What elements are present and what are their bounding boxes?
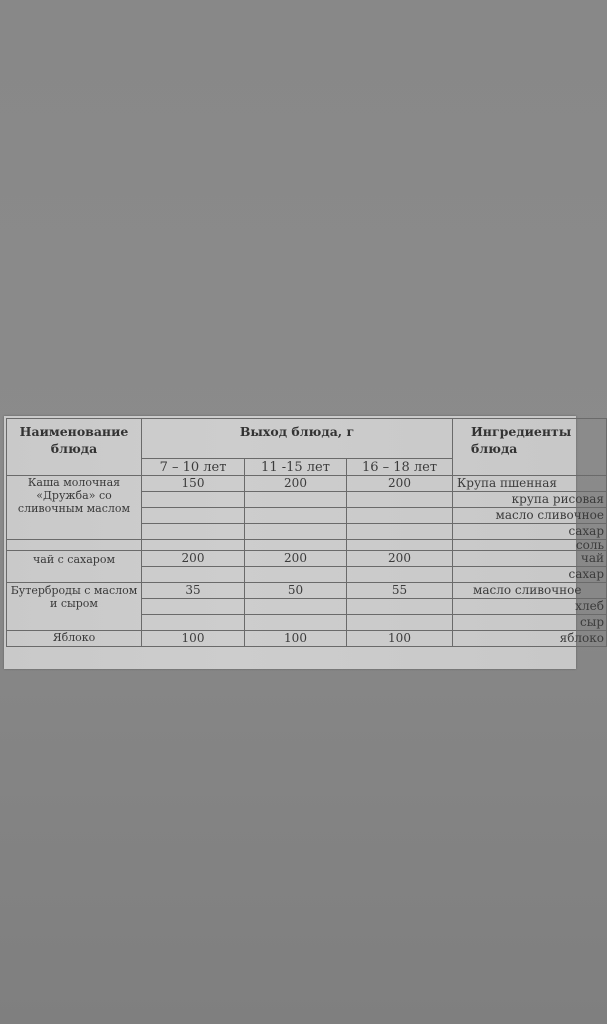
ingredient-cell: масло сливочное bbox=[453, 583, 607, 599]
ingredient-cell: хлеб bbox=[453, 599, 607, 615]
value-cell: 50 bbox=[245, 583, 347, 599]
header-row bbox=[7, 419, 607, 459]
table-row bbox=[7, 540, 607, 551]
value-cell: 150 bbox=[142, 476, 245, 492]
header-output: Выход блюда, г bbox=[142, 419, 453, 459]
dish-name: Бутерброды с маслом и сыром bbox=[7, 583, 142, 631]
ingredient-cell: крупа рисовая bbox=[453, 492, 607, 508]
dish-name: Яблоко bbox=[7, 631, 142, 647]
document-photo bbox=[4, 416, 604, 669]
value-cell: 200 bbox=[347, 551, 453, 567]
value-cell: 100 bbox=[245, 631, 347, 647]
age-group-1: 7 – 10 лет bbox=[142, 459, 245, 476]
dish-name: чай с сахаром bbox=[7, 551, 142, 583]
age-group-3: 16 – 18 лет bbox=[347, 459, 453, 476]
value-cell: 100 bbox=[347, 631, 453, 647]
ingredient-cell: соль bbox=[453, 540, 607, 551]
value-cell: 200 bbox=[245, 476, 347, 492]
value-cell: 35 bbox=[142, 583, 245, 599]
table-row bbox=[7, 631, 607, 647]
table-row bbox=[7, 551, 607, 567]
table-row bbox=[7, 583, 607, 599]
ingredient-cell: сыр bbox=[453, 615, 607, 631]
value-cell: 200 bbox=[347, 476, 453, 492]
header-ingredients: Ингредиенты блюда bbox=[453, 419, 607, 476]
value-cell: 55 bbox=[347, 583, 453, 599]
value-cell: 100 bbox=[142, 631, 245, 647]
value-cell: 200 bbox=[142, 551, 245, 567]
age-group-2: 11 -15 лет bbox=[245, 459, 347, 476]
ingredient-cell: масло сливочное bbox=[453, 508, 607, 524]
ingredient-cell: сахар bbox=[453, 524, 607, 540]
table-row bbox=[7, 476, 607, 492]
ingredient-cell: Крупа пшенная bbox=[453, 476, 607, 492]
ingredient-cell: яблоко bbox=[453, 631, 607, 647]
menu-table bbox=[6, 418, 607, 647]
ingredient-cell: чай bbox=[453, 551, 607, 567]
dish-name: Каша молочная «Дружба» со сливочным маслом bbox=[7, 476, 142, 540]
header-name: Наименование блюда bbox=[7, 419, 142, 476]
value-cell: 200 bbox=[245, 551, 347, 567]
ingredient-cell: сахар bbox=[453, 567, 607, 583]
